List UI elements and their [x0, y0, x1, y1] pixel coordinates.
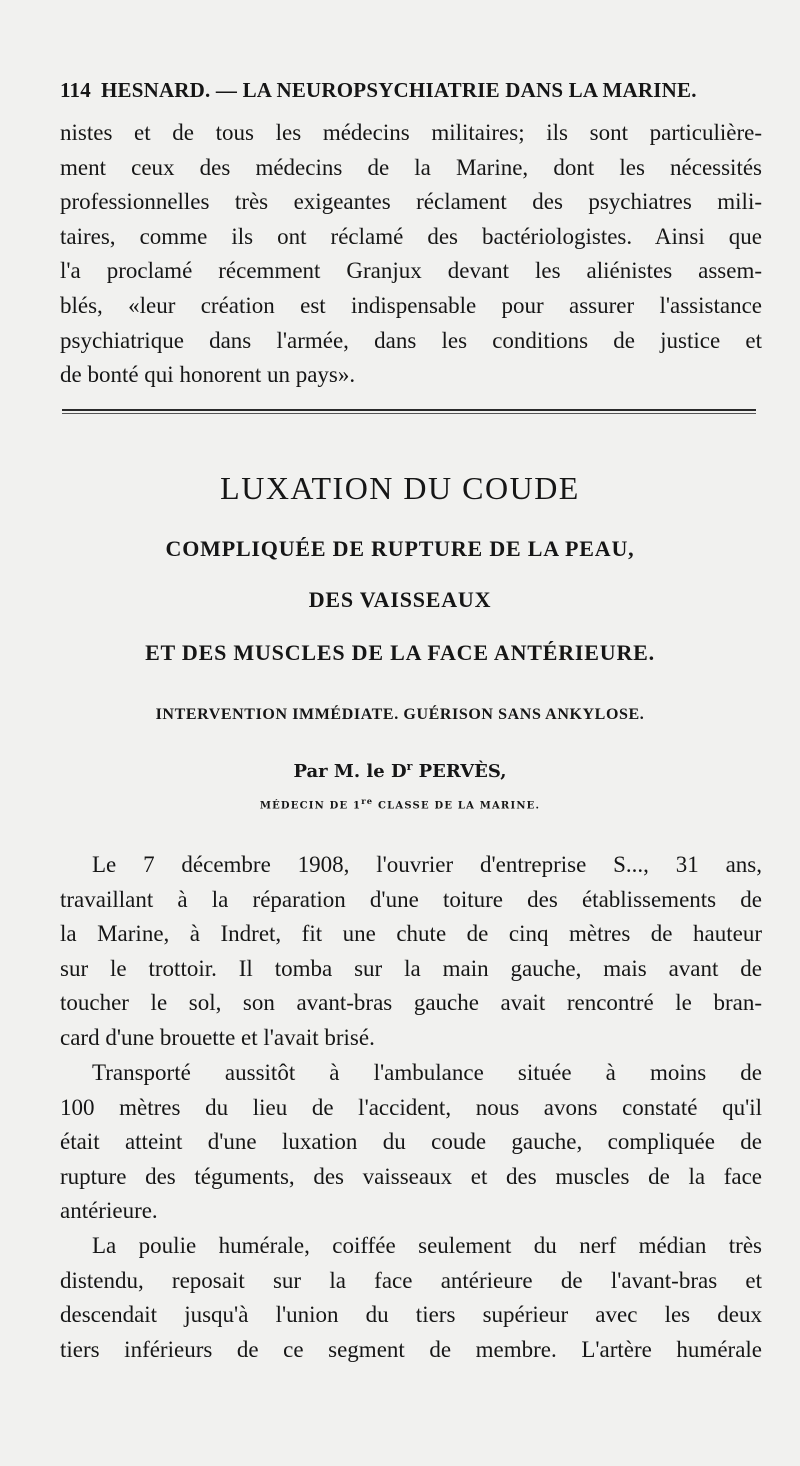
text-line: 100 mètres du lieu de l'accident, nous avons constaté qu'il: [60, 1094, 762, 1120]
text-line: psychiatrique dans l'armée, dans les conditions de justice et: [60, 327, 762, 353]
section-divider: [62, 409, 756, 411]
body-paragraph-1: [60, 848, 762, 1056]
text-line: était atteint d'une luxation du coude gauche, compliquée de: [60, 1129, 762, 1155]
text-line: card d'une brouette et l'avait brisé.: [60, 1024, 375, 1050]
author-prefix: Par M. le D: [293, 761, 407, 782]
article-title-line-2: DES VAISSEAUX: [308, 587, 492, 612]
author-role-a: MÉDECIN DE 1: [259, 800, 362, 812]
running-title: HESNARD. — LA NEUROPSYCHIATRIE DANS LA MARINE.: [100, 78, 697, 102]
text-line: sur le trottoir. Il tomba sur la main gauche, mais avant de: [60, 955, 762, 981]
text-line: de bonté qui honorent un pays».: [60, 362, 356, 388]
text-line: blés, «leur création est indispensable pour assurer l'assistance: [60, 292, 762, 318]
text-line: Le 7 décembre 1908, l'ouvrier d'entreprise S..., 31 ans,: [92, 852, 762, 877]
text-line: rupture des téguments, des vaisseaux et des muscles de la face: [60, 1163, 762, 1189]
text-line: distendu, reposait sur la face antérieure de l'avant-bras et: [60, 1267, 762, 1293]
text-line: la Marine, à Indret, fit une chute de cinq mètres de hauteur: [60, 921, 762, 947]
author-role: [0, 796, 800, 811]
author-line: [0, 760, 800, 782]
text-line: toucher le sol, son avant-bras gauche avait rencontré le bran-: [60, 990, 762, 1016]
author-name: PERVÈS,: [418, 761, 507, 782]
article-title-line-1: COMPLIQUÉE DE RUPTURE DE LA PEAU,: [165, 536, 635, 561]
body-paragraph-3: [60, 1229, 762, 1367]
text-line: nistes et de tous les médecins militaires; ils sont particulière-: [60, 120, 762, 145]
author-role-b: CLASSE DE LA MARINE.: [377, 800, 541, 812]
page-number: 114: [60, 78, 91, 102]
text-line: descendait jusqu'à l'union du tiers supérieur avec les deux: [60, 1302, 762, 1328]
text-line: Transporté aussitôt à l'ambulance située à moins de: [92, 1060, 762, 1085]
article-title: LUXATION DU COUDE: [220, 470, 580, 506]
text-line: taires, comme ils ont réclamé des bactériologistes. Ainsi que: [60, 223, 762, 249]
running-head: [60, 78, 760, 103]
text-line: La poulie humérale, coiffée seulement du nerf médian très: [92, 1233, 762, 1258]
article-title-line-3: ET DES MUSCLES DE LA FACE ANTÉRIEURE.: [145, 640, 655, 665]
author-role-sup: re: [361, 796, 374, 806]
body-paragraph-2: [60, 1056, 762, 1229]
text-line: tiers inférieurs de ce segment de membre. L'artère humérale: [60, 1336, 762, 1362]
text-line: l'a proclamé récemment Granjux devant les aliénistes assem-: [60, 258, 762, 284]
author-prefix-sup: r: [406, 760, 413, 773]
intro-paragraph: [60, 116, 762, 393]
text-line: ment ceux des médecins de la Marine, dont les nécessités: [60, 154, 762, 180]
text-line: antérieure.: [60, 1198, 158, 1224]
text-line: travaillant à la réparation d'une toiture des établissements de: [60, 886, 762, 912]
article-subtitle: INTERVENTION IMMÉDIATE. GUÉRISON SANS ANKYLOSE.: [155, 706, 645, 723]
text-line: professionnelles très exigeantes réclament des psychiatres mili-: [60, 189, 762, 215]
